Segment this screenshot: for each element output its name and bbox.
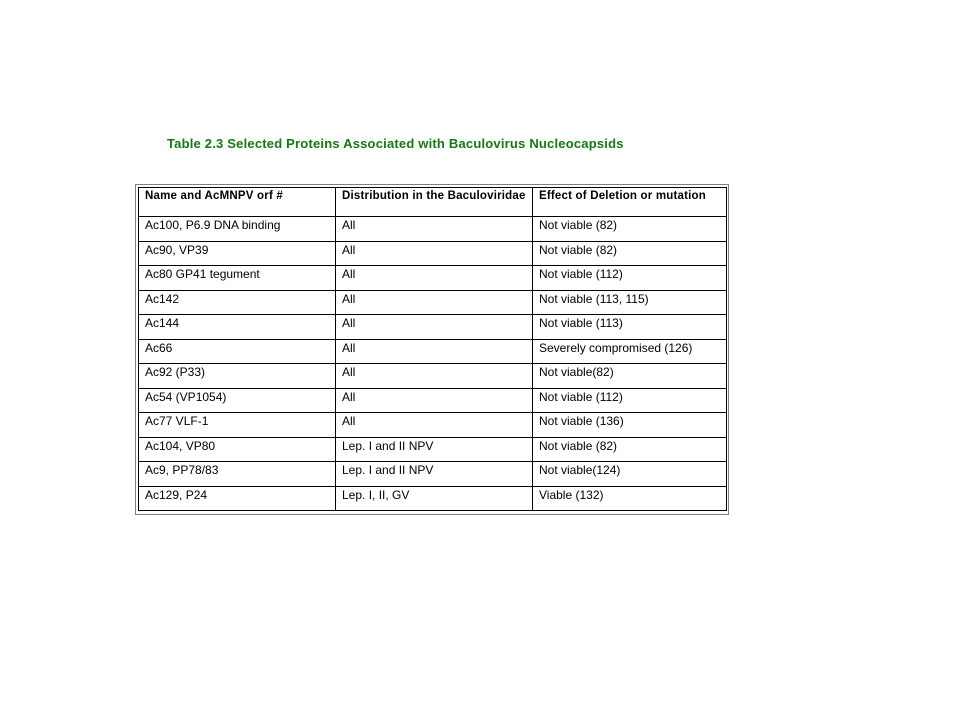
- cell-protein-name: Ac129, P24: [139, 486, 336, 511]
- cell-distribution: All: [336, 217, 533, 242]
- cell-effect: Severely compromised (126): [533, 339, 727, 364]
- table-title: Table 2.3 Selected Proteins Associated with Baculovirus Nucleocapsids: [167, 136, 624, 151]
- cell-protein-name: Ac92 (P33): [139, 364, 336, 389]
- cell-distribution: Lep. I, II, GV: [336, 486, 533, 511]
- table-row: [139, 266, 727, 291]
- cell-distribution: Lep. I and II NPV: [336, 437, 533, 462]
- table-row: [139, 388, 727, 413]
- cell-protein-name: Ac144: [139, 315, 336, 340]
- protein-table: [138, 187, 727, 511]
- header-row: [139, 188, 727, 217]
- table-row: [139, 339, 727, 364]
- cell-distribution: All: [336, 315, 533, 340]
- cell-effect: Not viable (112): [533, 266, 727, 291]
- cell-protein-name: Ac100, P6.9 DNA binding: [139, 217, 336, 242]
- cell-protein-name: Ac80 GP41 tegument: [139, 266, 336, 291]
- cell-effect: Not viable(82): [533, 364, 727, 389]
- cell-distribution: All: [336, 266, 533, 291]
- cell-protein-name: Ac77 VLF-1: [139, 413, 336, 438]
- table-row: [139, 462, 727, 487]
- cell-protein-name: Ac54 (VP1054): [139, 388, 336, 413]
- header-name: Name and AcMNPV orf #: [139, 188, 336, 217]
- cell-distribution: All: [336, 413, 533, 438]
- cell-effect: Not viable (112): [533, 388, 727, 413]
- cell-distribution: All: [336, 364, 533, 389]
- cell-effect: Viable (132): [533, 486, 727, 511]
- cell-effect: Not viable (82): [533, 241, 727, 266]
- header-effect: Effect of Deletion or mutation: [533, 188, 727, 217]
- table-row: [139, 315, 727, 340]
- cell-distribution: Lep. I and II NPV: [336, 462, 533, 487]
- cell-protein-name: Ac142: [139, 290, 336, 315]
- table-body: [139, 217, 727, 511]
- table-row: [139, 241, 727, 266]
- table-row: [139, 486, 727, 511]
- cell-effect: Not viable (113, 115): [533, 290, 727, 315]
- cell-effect: Not viable (113): [533, 315, 727, 340]
- cell-effect: Not viable(124): [533, 462, 727, 487]
- table-row: [139, 413, 727, 438]
- cell-distribution: All: [336, 388, 533, 413]
- cell-effect: Not viable (82): [533, 217, 727, 242]
- cell-protein-name: Ac104, VP80: [139, 437, 336, 462]
- cell-protein-name: Ac90, VP39: [139, 241, 336, 266]
- cell-effect: Not viable (136): [533, 413, 727, 438]
- table-frame: [135, 184, 729, 515]
- cell-effect: Not viable (82): [533, 437, 727, 462]
- cell-protein-name: Ac66: [139, 339, 336, 364]
- cell-distribution: All: [336, 241, 533, 266]
- cell-distribution: All: [336, 339, 533, 364]
- cell-protein-name: Ac9, PP78/83: [139, 462, 336, 487]
- cell-distribution: All: [336, 290, 533, 315]
- table-row: [139, 364, 727, 389]
- table-row: [139, 217, 727, 242]
- table-row: [139, 290, 727, 315]
- table-row: [139, 437, 727, 462]
- header-distribution: Distribution in the Baculoviridae: [336, 188, 533, 217]
